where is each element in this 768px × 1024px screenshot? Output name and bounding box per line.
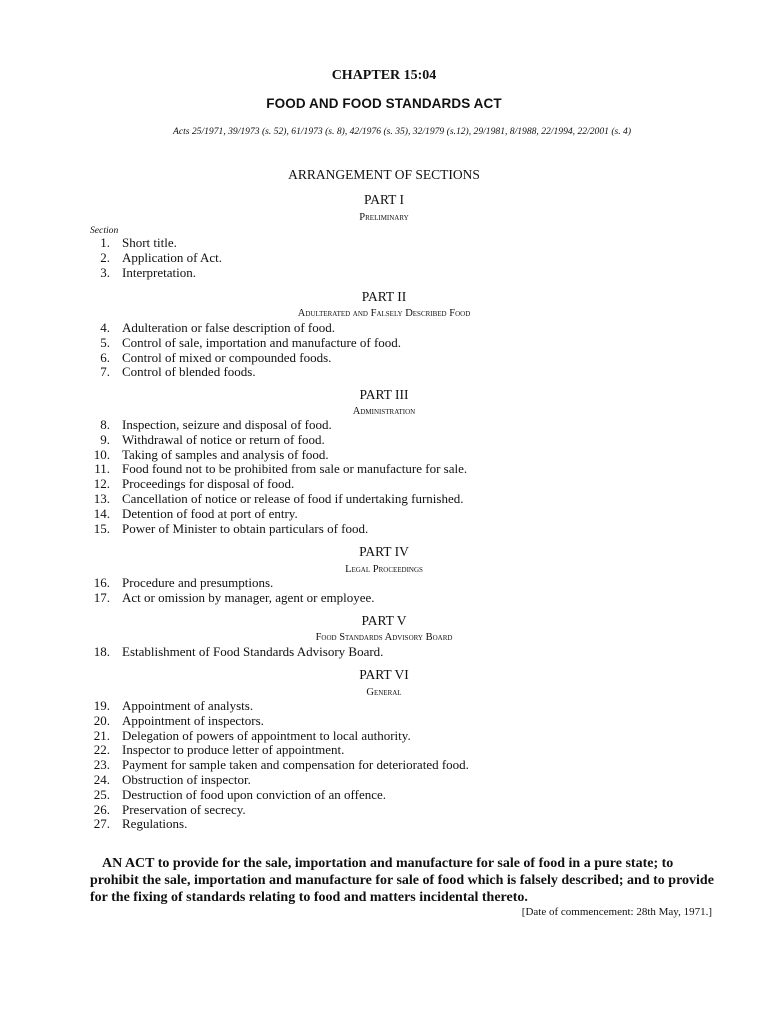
section-list bbox=[88, 576, 708, 606]
section-row bbox=[88, 522, 708, 537]
section-number: 8. bbox=[100, 417, 110, 432]
section-number: 4. bbox=[100, 320, 110, 335]
section-number: 25. bbox=[93, 786, 110, 802]
section-number: 20. bbox=[93, 712, 110, 728]
section-row bbox=[88, 251, 708, 266]
section-list bbox=[88, 418, 708, 536]
section-number: 26. bbox=[93, 801, 110, 817]
section-title: Destruction of food upon conviction of an offence. bbox=[122, 786, 387, 802]
section-row bbox=[88, 699, 708, 714]
commencement-date: [Date of commencement: 28th May, 1971.] bbox=[521, 906, 712, 918]
section-list bbox=[88, 699, 708, 832]
section-row bbox=[88, 817, 708, 832]
section-number: 21. bbox=[93, 727, 110, 743]
part-subtitle: Administration bbox=[352, 406, 416, 417]
section-row bbox=[88, 365, 708, 380]
section-row bbox=[88, 788, 708, 803]
section-title: Adulteration or false description of food. bbox=[122, 320, 335, 335]
section-number: 18. bbox=[93, 644, 110, 659]
act-title: FOOD AND FOOD STANDARDS ACT bbox=[266, 96, 502, 111]
part-title: PART IV bbox=[359, 544, 409, 559]
section-title: Appointment of inspectors. bbox=[122, 712, 264, 728]
act-preamble: AN ACT to provide for the sale, importation and manufacture for sale of food in a pure state; to prohibit the sale, importation and manufacture for sale of food which is falsely described; and to provide for the fixing of standards relating to food and matters incidental thereto. bbox=[90, 856, 714, 905]
section-row bbox=[88, 645, 708, 660]
part-subtitle: Preliminary bbox=[359, 212, 409, 223]
section-row bbox=[88, 803, 708, 818]
section-number: 17. bbox=[93, 589, 110, 605]
section-row bbox=[88, 433, 708, 448]
section-title: Preservation of secrecy. bbox=[122, 801, 246, 817]
section-row bbox=[88, 492, 708, 507]
section-number: 2. bbox=[100, 249, 110, 265]
part-title: PART I bbox=[363, 192, 405, 207]
section-row bbox=[88, 236, 708, 251]
section-title: Taking of samples and analysis of food. bbox=[122, 446, 329, 462]
part-title: PART V bbox=[361, 613, 407, 628]
section-row bbox=[88, 462, 708, 477]
section-row bbox=[88, 448, 708, 463]
section-title: Payment for sample taken and compensation for deteriorated food. bbox=[122, 757, 469, 773]
section-title: Establishment of Food Standards Advisory Board. bbox=[122, 644, 384, 659]
section-title: Cancellation of notice or release of food if undertaking furnished. bbox=[122, 490, 464, 506]
section-row bbox=[88, 266, 708, 281]
part-subtitle: Adulterated and Falsely Described Food bbox=[297, 308, 471, 319]
section-title: Control of mixed or compounded foods. bbox=[122, 349, 332, 365]
part-subtitle: Food Standards Advisory Board bbox=[315, 632, 453, 643]
section-title: Proceedings for disposal of food. bbox=[122, 476, 295, 492]
part-title: PART VI bbox=[359, 667, 409, 682]
section-title: Procedure and presumptions. bbox=[122, 575, 274, 590]
section-number: 23. bbox=[93, 757, 110, 773]
section-title: Withdrawal of notice or return of food. bbox=[122, 431, 325, 447]
section-title: Act or omission by manager, agent or employee. bbox=[122, 589, 375, 605]
section-title: Inspection, seizure and disposal of food. bbox=[122, 417, 332, 432]
section-row bbox=[88, 507, 708, 522]
part-subtitle: General bbox=[366, 687, 402, 698]
section-number: 7. bbox=[100, 364, 110, 380]
section-number: 11. bbox=[94, 461, 110, 477]
section-number: 24. bbox=[93, 771, 110, 787]
section-title: Application of Act. bbox=[122, 249, 223, 265]
section-column-label: Section bbox=[90, 225, 119, 236]
section-title: Detention of food at port of entry. bbox=[122, 505, 298, 521]
section-row bbox=[88, 321, 708, 336]
part-title: PART II bbox=[361, 289, 407, 304]
section-row bbox=[88, 591, 708, 606]
section-row bbox=[88, 477, 708, 492]
section-title: Control of sale, importation and manufacture of food. bbox=[122, 334, 402, 350]
section-title: Power of Minister to obtain particulars of food. bbox=[122, 520, 369, 536]
section-row bbox=[88, 773, 708, 788]
section-title: Regulations. bbox=[122, 816, 188, 832]
section-number: 12. bbox=[93, 476, 110, 492]
acts-citation: Acts 25/1971, 39/1973 (s. 52), 61/1973 (s. 8), 42/1976 (s. 35), 32/1979 (s.12), 29/1981, 8/1988, 22/1994, 22/2001 (s. 4) bbox=[172, 126, 632, 137]
section-number: 27. bbox=[93, 816, 110, 832]
section-list bbox=[88, 645, 708, 660]
section-number: 15. bbox=[93, 520, 110, 536]
section-list bbox=[88, 236, 708, 280]
section-row bbox=[88, 576, 708, 591]
section-row bbox=[88, 729, 708, 744]
section-row bbox=[88, 351, 708, 366]
section-number: 3. bbox=[100, 264, 110, 280]
section-title: Short title. bbox=[122, 235, 177, 250]
section-title: Appointment of analysts. bbox=[122, 698, 254, 713]
section-title: Control of blended foods. bbox=[122, 364, 256, 380]
section-number: 10. bbox=[93, 446, 110, 462]
section-number: 19. bbox=[93, 698, 110, 713]
section-number: 5. bbox=[100, 334, 110, 350]
section-number: 14. bbox=[93, 505, 110, 521]
section-row bbox=[88, 336, 708, 351]
section-title: Interpretation. bbox=[122, 264, 196, 280]
section-title: Food found not to be prohibited from sale or manufacture for sale. bbox=[122, 461, 468, 477]
section-row bbox=[88, 418, 708, 433]
arrangement-heading: ARRANGEMENT OF SECTIONS bbox=[288, 167, 480, 182]
section-number: 9. bbox=[100, 431, 110, 447]
section-number: 13. bbox=[93, 490, 110, 506]
part-subtitle: Legal Proceedings bbox=[345, 564, 423, 575]
chapter-heading: CHAPTER 15:04 bbox=[331, 68, 437, 83]
section-list bbox=[88, 321, 708, 380]
section-number: 16. bbox=[93, 575, 110, 590]
section-title: Obstruction of inspector. bbox=[122, 771, 251, 787]
section-title: Delegation of powers of appointment to local authority. bbox=[122, 727, 411, 743]
section-row bbox=[88, 758, 708, 773]
section-title: Inspector to produce letter of appointment. bbox=[122, 742, 345, 758]
section-number: 1. bbox=[100, 235, 110, 250]
section-row bbox=[88, 714, 708, 729]
part-title: PART III bbox=[359, 387, 409, 402]
section-row bbox=[88, 743, 708, 758]
section-number: 6. bbox=[100, 349, 110, 365]
section-number: 22. bbox=[93, 742, 110, 758]
